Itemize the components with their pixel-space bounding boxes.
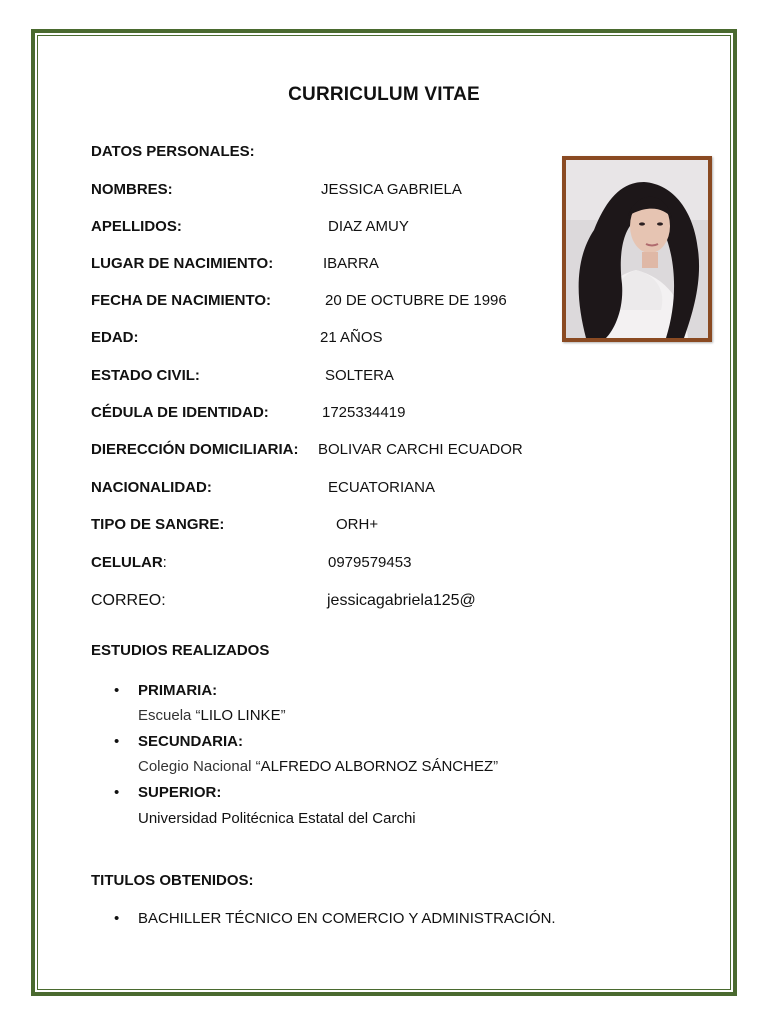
label-direccion: DIERECCIÓN DOMICILIARIA: [91, 441, 299, 458]
value-correo: jessicagabriela125@ [327, 592, 476, 609]
bullet-secundaria: • [114, 733, 120, 750]
label-edad: EDAD: [91, 329, 139, 346]
studies-heading: ESTUDIOS REALIZADOS [91, 642, 270, 659]
label-lugar-nacimiento: LUGAR DE NACIMIENTO: [91, 255, 274, 272]
value-cedula: 1725334419 [322, 404, 406, 421]
value-estado-civil: SOLTERA [325, 367, 394, 384]
label-nombres: NOMBRES: [91, 181, 173, 198]
titles-heading: TITULOS OBTENIDOS: [91, 872, 254, 889]
value-lugar-nacimiento: IBARRA [323, 255, 379, 272]
profile-photo [562, 156, 712, 342]
study-level-superior: SUPERIOR: [138, 784, 222, 801]
label-correo: CORREO: [91, 592, 166, 609]
value-celular: 0979579453 [328, 554, 412, 571]
study-school-secundaria: Colegio Nacional “ALFREDO ALBORNOZ SÁNCHEZ” [138, 758, 499, 775]
value-edad: 21 AÑOS [320, 329, 383, 346]
study-level-primaria: PRIMARIA: [138, 682, 218, 699]
personal-data-heading: DATOS PERSONALES: [91, 143, 255, 160]
bullet-superior: • [114, 784, 120, 801]
label-cedula: CÉDULA DE IDENTIDAD: [91, 404, 269, 421]
label-nacionalidad: NACIONALIDAD: [91, 479, 212, 496]
value-nombres: JESSICA GABRIELA [321, 181, 462, 198]
bullet-title-1: • [114, 910, 120, 927]
label-celular: CELULAR: [91, 554, 167, 571]
value-tipo-sangre: ORH+ [336, 516, 379, 533]
document-title: CURRICULUM VITAE [288, 84, 480, 105]
title-item-1: BACHILLER TÉCNICO EN COMERCIO Y ADMINISTRACIÓN. [138, 910, 556, 927]
value-direccion: BOLIVAR CARCHI ECUADOR [318, 441, 523, 458]
value-apellidos: DIAZ AMUY [328, 218, 409, 235]
study-school-superior: Universidad Politécnica Estatal del Carchi [138, 810, 416, 827]
label-estado-civil: ESTADO CIVIL: [91, 367, 200, 384]
profile-photo-image [566, 160, 708, 338]
label-tipo-sangre: TIPO DE SANGRE: [91, 516, 225, 533]
label-apellidos: APELLIDOS: [91, 218, 182, 235]
study-school-primaria: Escuela “LILO LINKE” [138, 707, 286, 724]
label-fecha-nacimiento: FECHA DE NACIMIENTO: [91, 292, 271, 309]
value-nacionalidad: ECUATORIANA [328, 479, 435, 496]
value-fecha-nacimiento: 20 DE OCTUBRE DE 1996 [325, 292, 507, 309]
bullet-primaria: • [114, 682, 120, 699]
study-level-secundaria: SECUNDARIA: [138, 733, 243, 750]
